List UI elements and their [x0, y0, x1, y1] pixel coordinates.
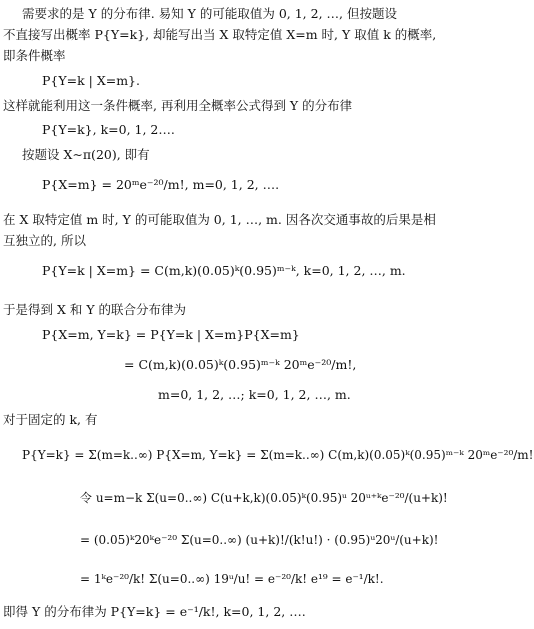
equation-marginal-4: = 1ᵏe⁻²⁰/k! Σ(u=0..∞) 19ᵘ/u! = e⁻²⁰/k! e¹⁹ = e⁻¹/k!. — [80, 572, 384, 586]
paragraph-3-line-1: 按题设 X∼π(20), 即有 — [22, 147, 150, 162]
paragraph-2-line-1: 这样就能利用这一条件概率, 再利用全概率公式得到 Y 的分布律 — [3, 98, 353, 113]
equation-marginal-2: 令 u=m−k Σ(u=0..∞) C(u+k,k)(0.05)ᵏ(0.95)ᵘ 20ᵘ⁺ᵏe⁻²⁰/(u+k)! — [80, 491, 448, 505]
paragraph-4-line-1: 在 X 取特定值 m 时, Y 的可能取值为 0, 1, …, m. 因各次交通事故的后果是相 — [3, 212, 436, 227]
equation-joint-2: = C(m,k)(0.05)ᵏ(0.95)ᵐ⁻ᵏ 20ᵐe⁻²⁰/m!, — [124, 357, 357, 372]
paragraph-1-line-1: 需要求的是 Y 的分布律. 易知 Y 的可能取值为 0, 1, 2, …, 但按题设 — [22, 6, 397, 21]
equation-marginal-1: P{Y=k} = Σ(m=k..∞) P{X=m, Y=k} = Σ(m=k..∞) C(m,k)(0.05)ᵏ(0.95)ᵐ⁻ᵏ 20ᵐe⁻²⁰/m! — [22, 448, 534, 462]
equation-marginal-3: = (0.05)ᵏ20ᵏe⁻²⁰ Σ(u=0..∞) (u+k)!/(k!u!) · (0.95)ᵘ20ᵘ/(u+k)! — [80, 533, 439, 547]
equation-joint-1: P{X=m, Y=k} = P{Y=k | X=m}P{X=m} — [42, 327, 300, 342]
equation-conditional: P{Y=k | X=m}. — [42, 73, 140, 88]
equation-distribution: P{Y=k}, k=0, 1, 2…. — [42, 122, 175, 137]
paragraph-1-line-2: 不直接写出概率 P{Y=k}, 却能写出当 X 取特定值 X=m 时, Y 取值 k 的概率, — [3, 27, 437, 42]
paragraph-7-line-1: 即得 Y 的分布律为 P{Y=k} = e⁻¹/k!, k=0, 1, 2, …. — [3, 604, 306, 619]
paragraph-5-line-1: 于是得到 X 和 Y 的联合分布律为 — [3, 302, 187, 317]
equation-poisson: P{X=m} = 20ᵐe⁻²⁰/m!, m=0, 1, 2, …. — [42, 177, 280, 192]
equation-binomial: P{Y=k | X=m} = C(m,k)(0.05)ᵏ(0.95)ᵐ⁻ᵏ, k=0, 1, 2, …, m. — [42, 263, 406, 278]
paragraph-4-line-2: 互独立的, 所以 — [3, 233, 86, 248]
paragraph-1-line-3: 即条件概率 — [3, 48, 66, 63]
paragraph-6-line-1: 对于固定的 k, 有 — [3, 412, 98, 427]
equation-joint-3: m=0, 1, 2, …; k=0, 1, 2, …, m. — [158, 387, 351, 402]
